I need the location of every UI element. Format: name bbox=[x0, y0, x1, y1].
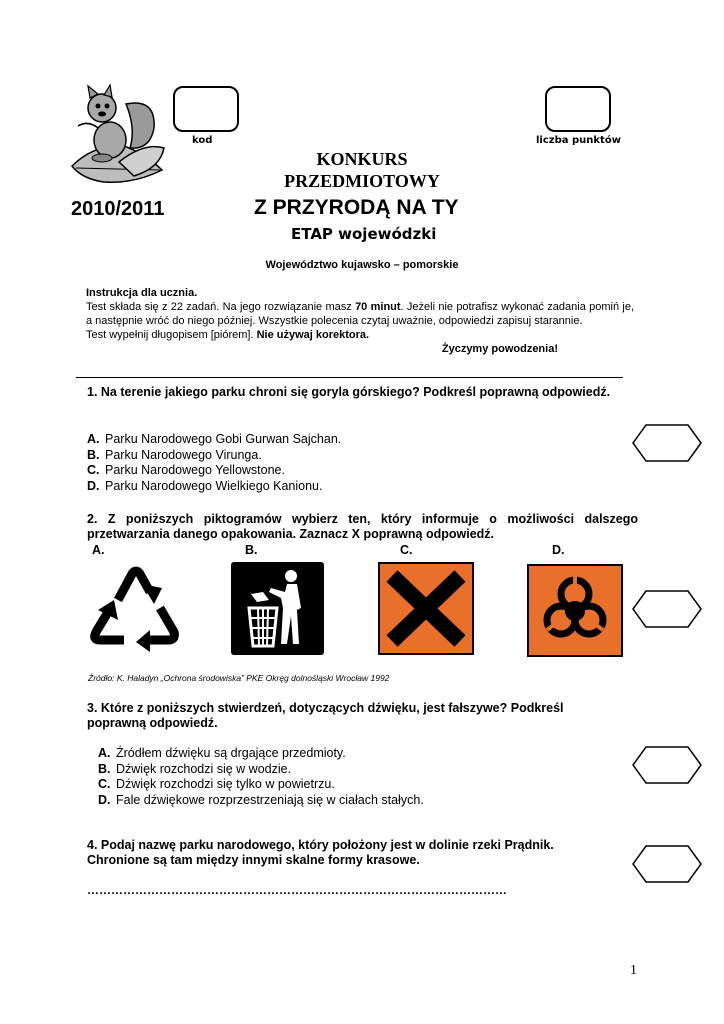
instructions-heading: Instrukcja dla ucznia. bbox=[86, 287, 198, 299]
q3-text: 3. Które z poniższych stwierdzeń, dotyczących dźwięku, jest fałszywe? Podkreśl poprawną odpowiedź. bbox=[87, 701, 564, 730]
q1-option-a[interactable]: A. Parku Narodowego Gobi Gurwan Sajchan. bbox=[87, 432, 342, 446]
score-label: liczba punktów bbox=[536, 135, 621, 146]
q1-score-hexagon[interactable] bbox=[632, 424, 702, 462]
page-number: 1 bbox=[630, 963, 637, 978]
kod-label: kod bbox=[192, 135, 213, 146]
instructions bbox=[86, 286, 634, 356]
biohazard-icon[interactable] bbox=[527, 564, 623, 657]
q2-source: Źródło: K. Haladyn „Ochrona środowiska” PKE Okręg dolnośląski Wrocław 1992 bbox=[88, 673, 390, 683]
q1-options bbox=[87, 432, 341, 494]
q3-score-hexagon[interactable] bbox=[632, 746, 702, 784]
kod-box[interactable] bbox=[173, 86, 239, 132]
q2-letter-b: B. bbox=[245, 543, 258, 557]
q3-option-a[interactable]: A. Źródłem dźwięku są drgające przedmioty. bbox=[98, 746, 346, 760]
q1-option-d[interactable]: D. Parku Narodowego Wielkiego Kanionu. bbox=[87, 478, 323, 493]
q1-text: 1. Na terenie jakiego parku chroni się goryla górskiego? Podkreśl poprawną odpowiedź. bbox=[87, 385, 611, 399]
q2-text: 2. Z poniższych piktogramów wybierz ten, który informuje o możliwości dalszego przetwarzania danego opakowania. Zaznacz X poprawną odpowiedź. bbox=[87, 512, 638, 541]
q1-option-b[interactable]: B. Parku Narodowego Virunga. bbox=[87, 447, 262, 462]
q4-answer-line[interactable]: …………………………………………………………………………………………… bbox=[87, 883, 507, 897]
q4-text: 4. Podaj nazwę parku narodowego, który położony jest w dolinie rzeki Prądnik. Chronione są tam między innymi skalne formy krasowe. bbox=[87, 838, 554, 867]
year: 2010/2011 bbox=[71, 198, 165, 220]
q2-letter-d: D. bbox=[552, 543, 565, 557]
q2-score-hexagon[interactable] bbox=[632, 590, 702, 628]
stage: ETAP wojewódzki bbox=[291, 225, 437, 243]
q3-option-b[interactable]: B. Dźwięk rozchodzi się w wodzie. bbox=[98, 761, 292, 776]
wishes: Życzymy powodzenia! bbox=[441, 343, 558, 355]
q4-score-hexagon[interactable] bbox=[632, 845, 702, 883]
instructions-text2: Test wypełnij długopisem [piórem]. Nie używaj korektora. bbox=[86, 329, 370, 341]
score-box[interactable] bbox=[545, 86, 611, 132]
tidyman-icon[interactable] bbox=[231, 562, 324, 655]
q2-letter-c: C. bbox=[400, 543, 413, 557]
recycle-icon[interactable] bbox=[84, 560, 188, 654]
title-przedmiotowy: PRZEDMIOTOWY bbox=[284, 171, 440, 191]
q1-option-c[interactable]: C. Parku Narodowego Yellowstone. bbox=[87, 463, 285, 477]
q3-option-c[interactable]: C. Dźwięk rozchodzi się tylko w powietrzu. bbox=[98, 777, 335, 791]
title-konkurs: KONKURS bbox=[316, 149, 408, 169]
squirrel-logo bbox=[64, 84, 174, 189]
region: Województwo kujawsko – pomorskie bbox=[265, 259, 459, 271]
q2-letter-a: A. bbox=[92, 543, 105, 557]
divider bbox=[76, 377, 623, 378]
harmful-x-icon[interactable] bbox=[378, 562, 474, 655]
subject-title: Z PRZYRODĄ NA TY bbox=[254, 196, 459, 219]
q3-options bbox=[98, 746, 424, 808]
q3-option-d[interactable]: D. Fale dźwiękowe rozprzestrzeniają się w ciałach stałych. bbox=[98, 792, 424, 807]
instructions-text: Test składa się z 22 zadań. Na jego rozwiązanie masz 70 minut. Jeżeli nie potrafisz wykonać zadania pomiń je, a następnie wróć do niego później. Wszystkie polecenia czytaj uważnie, odpowiedzi zapisuj starannie. bbox=[86, 301, 635, 327]
